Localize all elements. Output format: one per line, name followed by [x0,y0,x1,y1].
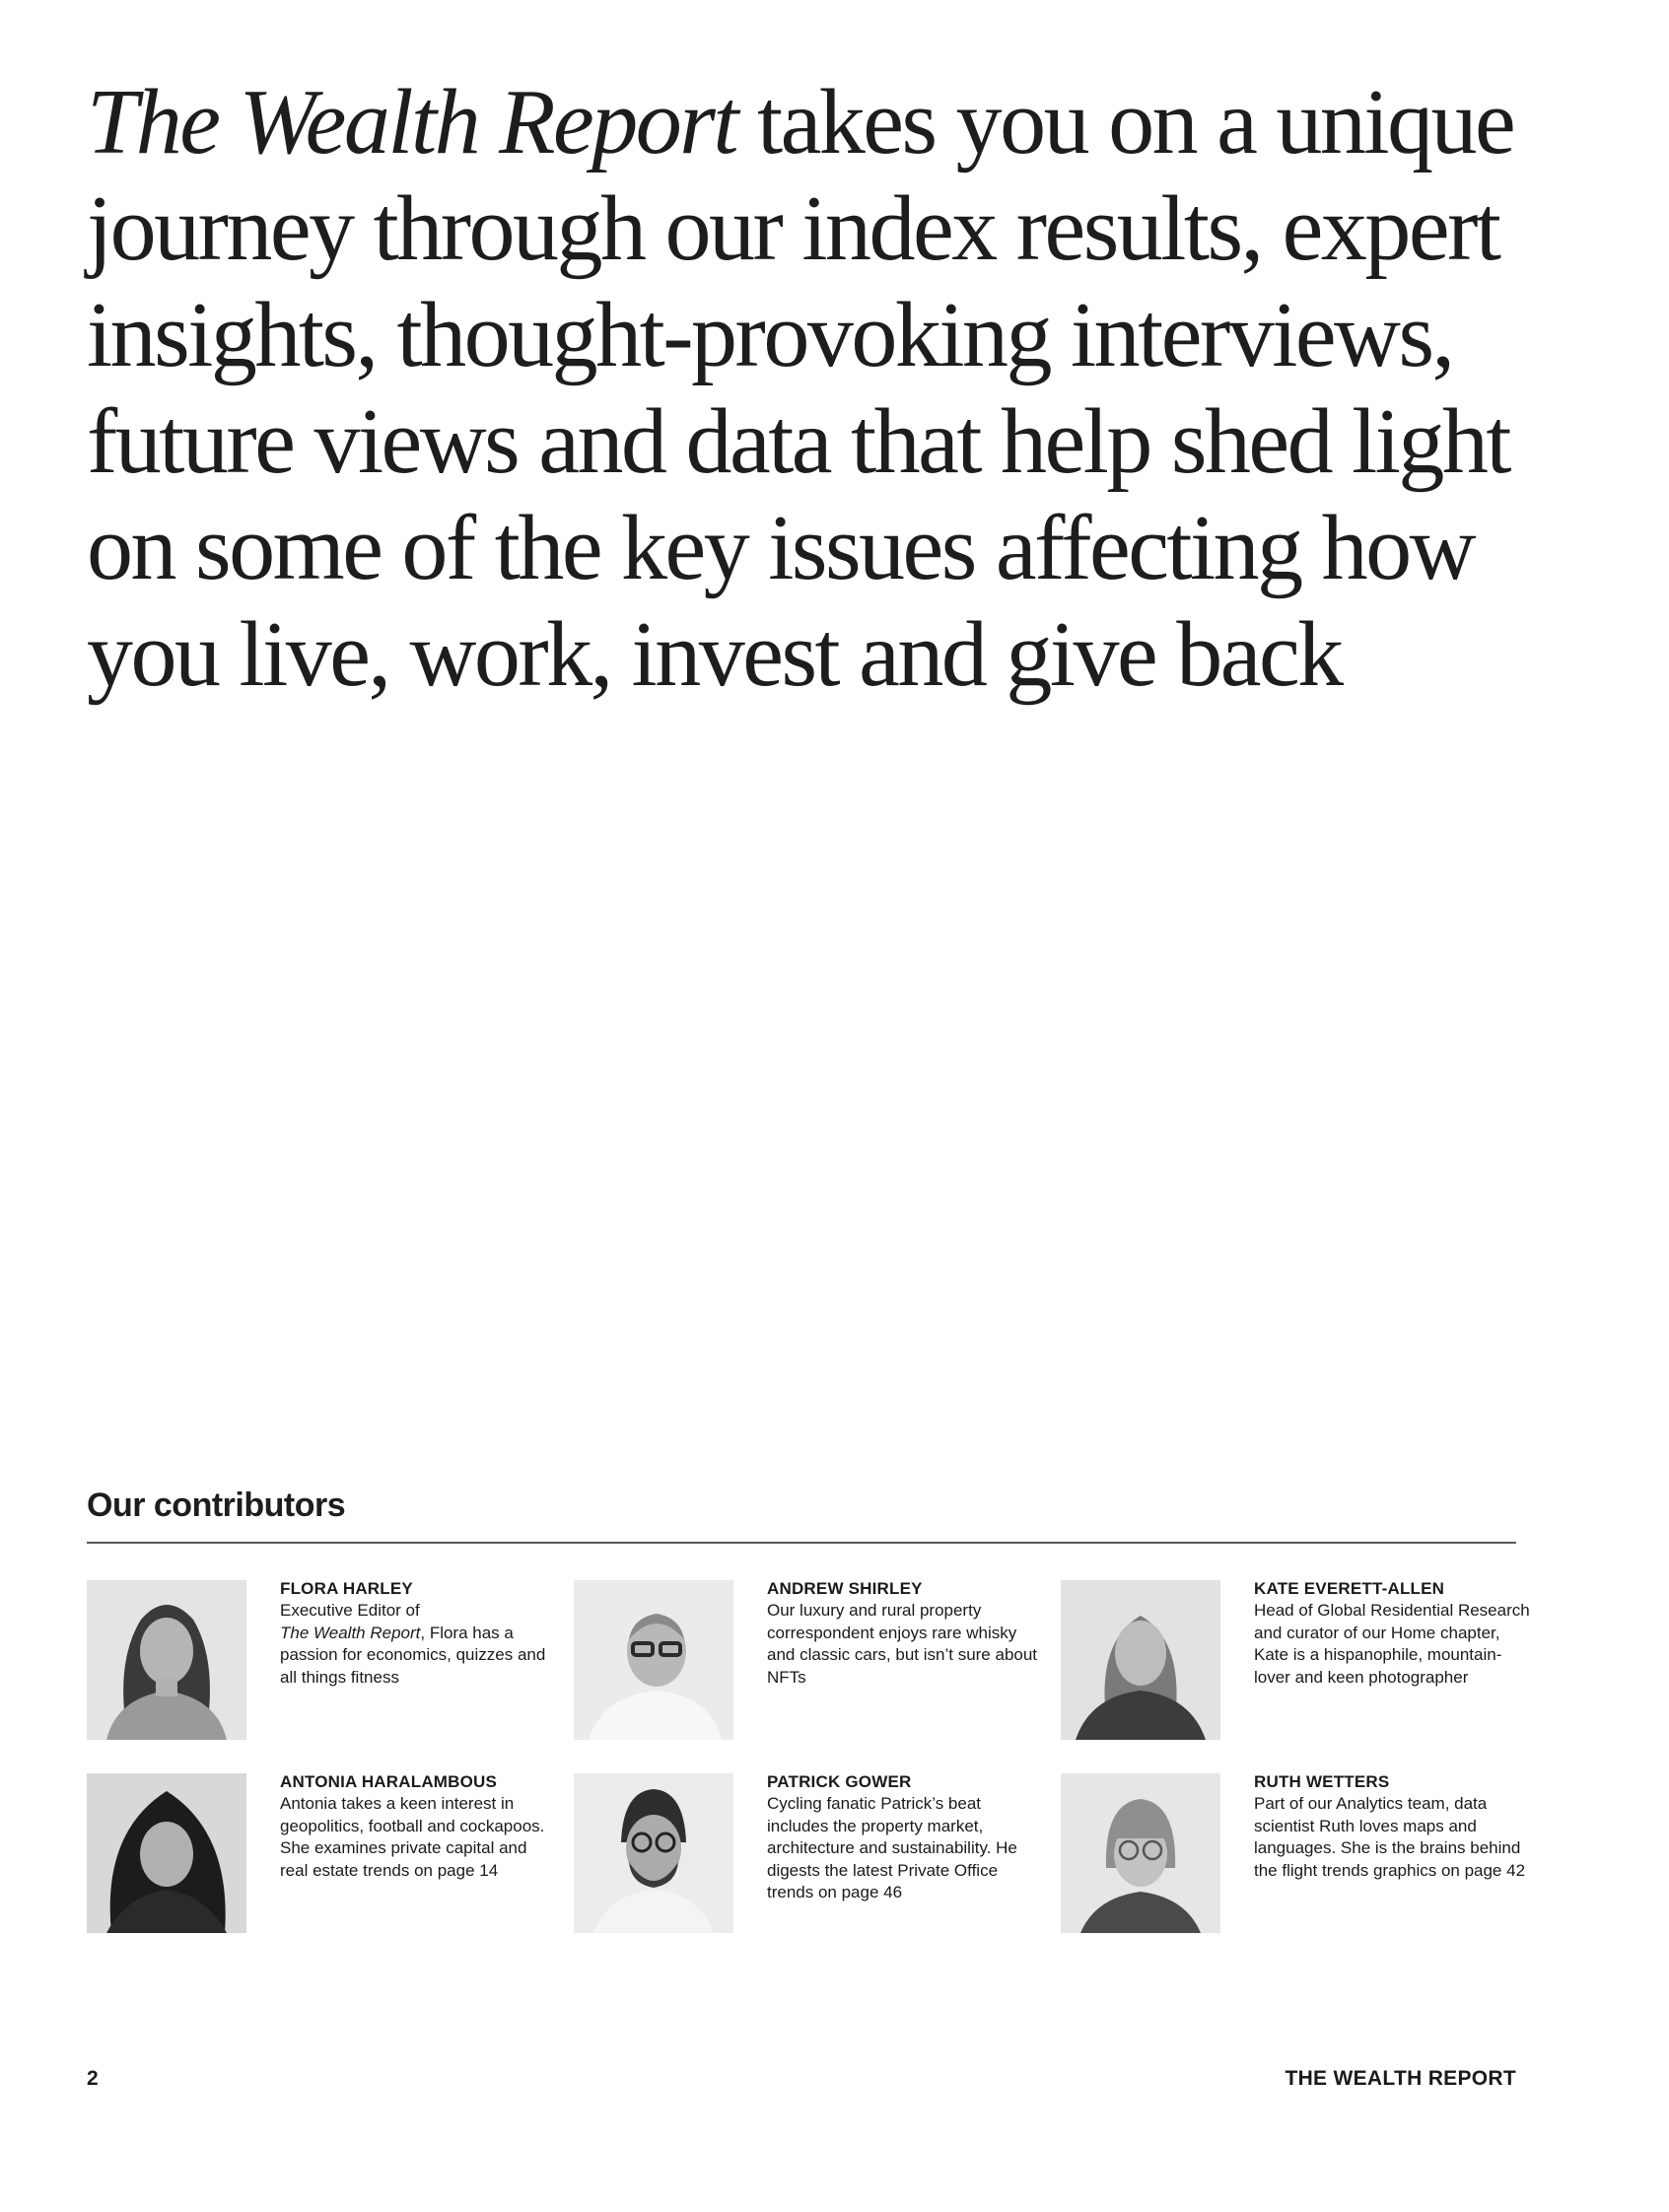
contributor-photo [1061,1580,1220,1740]
publication-title: THE WEALTH REPORT [1285,2067,1516,2090]
contributor-photo [574,1773,733,1933]
contributor-bio: Part of our Analytics team, data scientist Ruth loves maps and languages. She is the brains behind the flight trends graphics on page 42 [1254,1794,1526,1880]
contributor-name: ANDREW SHIRLEY [767,1579,923,1598]
contributor-card [574,1773,1037,1936]
contributor-photo [1061,1773,1220,1933]
contributor-photo [574,1580,733,1740]
headline [87,69,1565,708]
bio-publication-title: The Wealth Report [280,1623,421,1642]
headline-text: takes you on a unique journey through our index results, expert insights, thought-provoking interviews, future views and data that help shed light on some of the key issues affecting how you live, work, invest and give back [87,71,1514,706]
contributor-card [1061,1773,1524,1936]
contributor-card [87,1773,550,1936]
contributor-name: FLORA HARLEY [280,1579,413,1598]
contributor-name: ANTONIA HARALAMBOUS [280,1772,498,1791]
contributor-bio: Head of Global Residential Research and curator of our Home chapter, Kate is a hispanophile, mountain-lover and keen photographer [1254,1601,1530,1687]
contributor-name: RUTH WETTERS [1254,1772,1390,1791]
contributors-heading: Our contributors [87,1486,346,1524]
contributor-card [87,1580,550,1743]
contributor-bio: Executive Editor of The Wealth Report, Flora has a passion for economics, quizzes and all things fitness [280,1601,546,1687]
contributor-bio: Our luxury and rural property correspondent enjoys rare whisky and classic cars, but isn’t sure about NFTs [767,1601,1038,1687]
contributor-bio: Cycling fanatic Patrick’s beat includes the property market, architecture and sustainability. He digests the latest Private Office trends on page 46 [767,1794,1017,1901]
contributor-photo [87,1773,246,1933]
contributor-card [574,1580,1037,1743]
contributor-name: PATRICK GOWER [767,1772,912,1791]
contributor-bio: Antonia takes a keen interest in geopolitics, football and cockapoos. She examines private capital and real estate trends on page 14 [280,1794,545,1880]
contributor-name: KATE EVERETT-ALLEN [1254,1579,1445,1598]
contributor-photo [87,1580,246,1740]
contributor-card [1061,1579,1530,1743]
headline-publication-title: The Wealth Report [87,71,736,173]
page-number: 2 [87,2067,99,2090]
section-divider [87,1542,1516,1544]
